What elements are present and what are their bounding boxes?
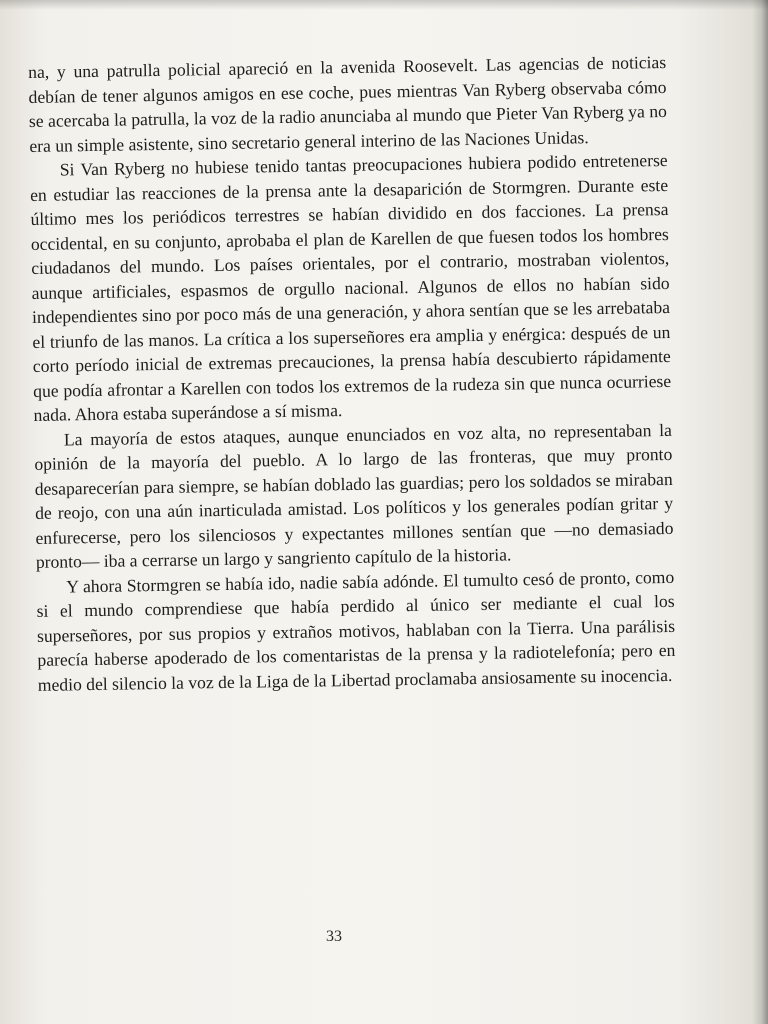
paragraph-1: na, y una patrulla policial apareció en la avenida Roosevelt. Las agencias de noticias debían de tener algunos amigos en ese coche, pues mientras Van Ryberg observaba cómo se acercaba la patrulla, la voz de la radio anunciaba al mundo que Pieter Van Ryberg ya no era un simple asistente, sino secretario general interino de las Naciones Unidas. (28, 51, 668, 156)
right-edge-shadow (752, 0, 768, 1024)
paragraph-2: Si Van Ryberg no hubiese tenido tantas preocupaciones hubiera podido entretenerse en estudiar las reacciones de la prensa ante la desaparición de Stormgren. Durante este último mes los periódicos terrestres se habían dividido en dos facciones. La prensa occidental, en su conjunto, aprobaba el plan de Karellen de que fuesen todos los hombres ciudadanos del mundo. Los países orientales, por el contrario, mostraban violentos, aunque artificiales, espasmos de orgullo nacional. Algunos de ellos no habían sido independientes sino por poco más de una generación, y ahora sentían que se les arrebataba el triunfo de las manos. La crítica a los superseñores era amplia y enérgica: después de un corto período inicial de extremas precauciones, la prensa había descubierto rápidamente que podía afrontar a Karellen con todos los extremos de la rudeza sin que nunca ocurriese nada. Ahora estaba superándose a sí misma. (29, 149, 672, 425)
paragraph-3: La mayoría de estos ataques, aunque enunciados en voz alta, no representaban la opinión de la mayoría del pueblo. A lo largo de las fronteras, que muy pronto desaparecerían para siempre, se habían doblado las guardias; pero los soldados se miraban de reojo, con una aún inarticulada amistad. Los políticos y los generales podían gritar y enfurecerse, pero los silenciosos y expectantes millones sentían que —no demasiado pronto— iba a cerrarse un largo y sangriento capítulo de la historia. (34, 419, 674, 572)
paragraph-4: Y ahora Stormgren se había ido, nadie sabía adónde. El tumulto cesó de pronto, como si el mundo comprendiese que había perdido al único ser mediante el cual los superseñores, por sus propios y extraños motivos, hablaban con la Tierra. Una parálisis parecía haberse apoderado de los comentaristas de la prensa y la radiotelefonía; pero en medio del silencio la voz de la Liga de la Libertad proclamaba ansiosamente su inocencia. (36, 566, 676, 695)
page-number: 33 (326, 928, 342, 945)
top-edge-shadow (0, 0, 768, 10)
page-text-block (28, 50, 676, 697)
